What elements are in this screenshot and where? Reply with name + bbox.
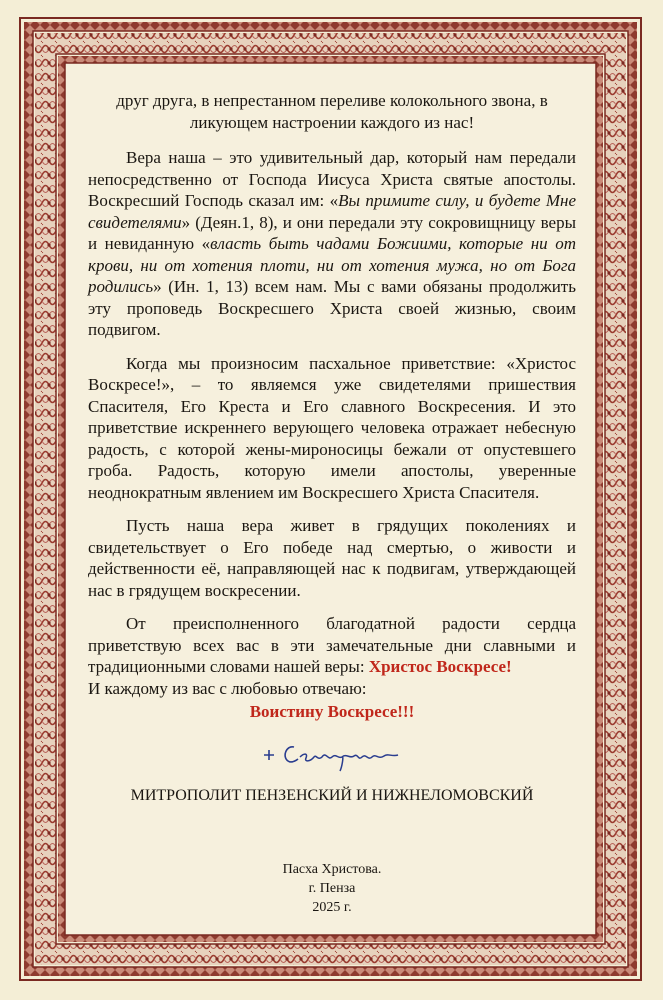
- easter-greeting: Христос Воскресе!: [368, 657, 512, 676]
- letter-body: [88, 90, 576, 723]
- footer-year: 2025 г.: [312, 900, 352, 915]
- paragraph-3: Когда мы произносим пасхальное приветствие: «Христос Воскресе!», – то являемся уже свидетелями пришествия Спасителя, Его Креста и Его славного Воскресения. И это приветствие искреннего верующего человека отражает небесную радость, с которой жены-мироносицы бежали от опустевшего гроба. Радость, которую имели апостолы, уверенные неоднократным явлением им Воскресшего Христа Спасителя.: [88, 353, 576, 502]
- paragraph-2-text-c: » (Ин. 1, 13) всем нам. Мы с вами обязаны продолжить эту проповедь Воскресшего Христа своей жизнью, своим подвигом.: [88, 277, 576, 339]
- footer-city: г. Пенза: [308, 881, 356, 896]
- scripture-quote-2: власть быть чадами Божиими, которые ни от крови, ни от хотения плоти, ни от хотения мужа, но от Бога родились: [88, 234, 576, 296]
- paragraph-2-text-a: Вера наша – это удивительный дар, который нам передали непосредственно от Господа Иисуса Христа святые апостолы. Воскресший Господь сказал им: «: [88, 148, 576, 210]
- paragraph-5-text-a: От преисполненного благодатной радости сердца приветствую всех вас в эти замечательные дни славными и традиционными словами нашей веры:: [88, 614, 576, 676]
- paragraph-5: [88, 613, 576, 699]
- signatory-title: МИТРОПОЛИТ ПЕНЗЕНСКИЙ И НИЖНЕЛОМОВСКИЙ: [130, 787, 534, 804]
- paragraph-1: друг друга, в непрестанном переливе колокольного звона, в ликующем настроении каждого из нас!: [116, 91, 548, 132]
- letter-footer: [88, 860, 576, 917]
- paragraph-4: Пусть наша вера живет в грядущих поколениях и свидетельствует о Его победе над смертью, о живости и действенности её, направляющей нас к подвигам, утверждающей нас в грядущем воскресении.: [88, 516, 576, 600]
- handwritten-signature: [258, 735, 408, 775]
- paragraph-2-text-b: » (Деян.1, 8), и они передали эту сокровищницу веры и невиданную «: [88, 212, 576, 253]
- easter-response: Воистину Воскресе!!!: [249, 702, 415, 721]
- scripture-quote-1: Вы примите силу, и будете Мне свидетелями: [88, 191, 576, 232]
- paragraph-2: [88, 147, 576, 341]
- paragraph-5-text-b: И каждому из вас с любовью отвечаю:: [88, 678, 367, 698]
- footer-occasion: Пасха Христова.: [282, 862, 382, 877]
